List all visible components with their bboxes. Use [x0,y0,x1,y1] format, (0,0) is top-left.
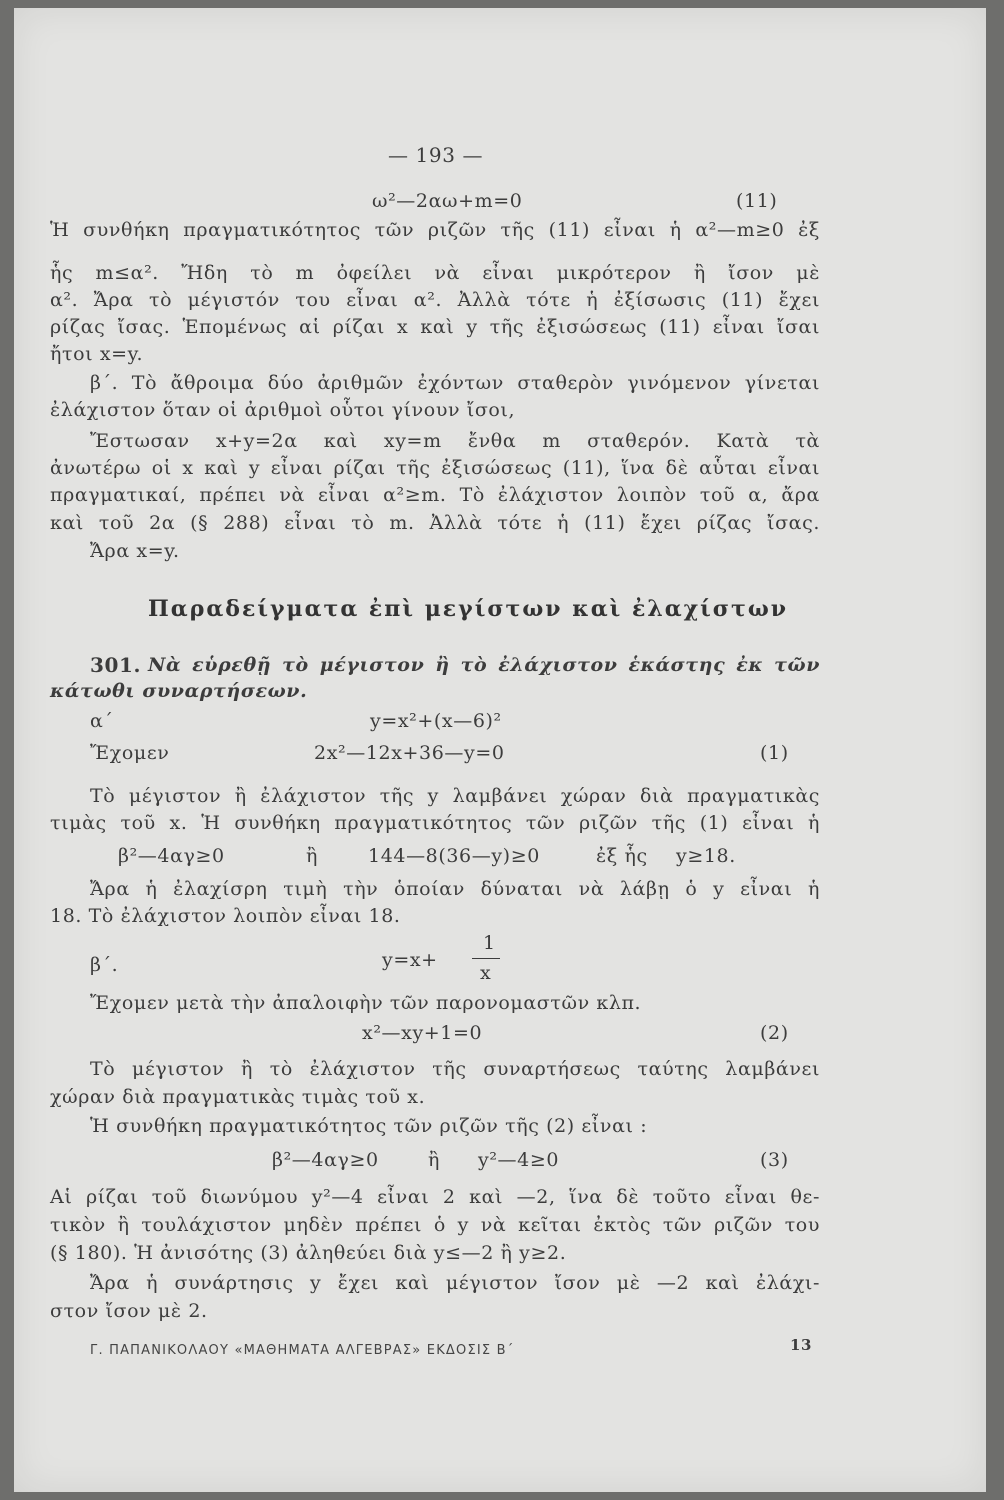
function-b: y=x+ [382,949,438,971]
condition-label: (3) [760,1149,789,1171]
condition: 144—8(36—y)≥0 [368,845,540,867]
text-line: ἀνωτέρω οἱ x καὶ y εἶναι ρίζαι τῆς ἐξισώσεως (11), ἵνα δὲ αὗται εἶναι [50,457,820,479]
text-line: Ἡ συνθήκη πραγματικότητος τῶν ριζῶν τῆς (2) εἶναι : [90,1115,648,1137]
text-line: Ἄρα ἡ ἐλαχίσρη τιμὴ τὴν ὁποίαν δύναται νὰ λάβῃ ὁ y εἶναι ἡ [90,878,820,900]
equation-2-label: (2) [760,1022,789,1044]
fraction-bar [472,958,500,959]
text-line: ρίζας ἴσας. Ἑπομένως αἱ ρίζαι x καὶ y τῆς ἐξισώσεως (11) εἶναι ἴσαι [50,316,820,338]
equation-2: x²—xy+1=0 [362,1022,483,1044]
text-line: τικὸν ἢ τουλάχιστον μηδὲν πρέπει ὁ y νὰ κεῖται ἐκτὸς τῶν ριζῶν του [50,1214,820,1236]
condition: β²—4αγ≥0 [272,1149,379,1171]
condition: y≥18. [676,845,736,867]
fraction-numerator: 1 [483,932,496,954]
text-line: τιμὰς τοῦ x. Ἡ συνθήκη πραγματικότητος τῶν ριζῶν τῆς (1) εἶναι ἡ [50,812,820,834]
text-line: καὶ τοῦ 2α (§ 288) εἶναι τὸ m. Ἀλλὰ τότε ἡ (11) ἔχει ρίζας ἴσας. [50,512,820,534]
section-title: Παραδείγματα ἐπὶ μεγίστων καὶ ἐλαχίστων [148,596,789,622]
condition: ἐξ ἧς [596,845,648,867]
equation-11: ω²—2αω+m=0 [372,190,523,212]
part-label-a: α΄ [90,710,114,732]
text-line: ἤτοι x=y. [50,343,144,365]
text-line: Ἡ συνθήκη πραγματικότητος τῶν ριζῶν τῆς (11) εἶναι ἡ α²—m≥0 ἐξ [50,219,820,241]
part-label-b: β΄. [90,954,119,976]
text-line: Τὸ μέγιστον ἢ ἐλάχιστον τῆς y λαμβάνει χώραν διὰ πραγματικὰς [90,785,820,807]
text-line: Τὸ μέγιστον ἢ τὸ ἐλάχιστον τῆς συναρτήσεως ταύτης λαμβάνει [90,1058,820,1080]
exercise-prompt: Νὰ εὑρεθῇ τὸ μέγιστον ἢ τὸ ἐλάχιστον ἑκάστης ἐκ τῶν [148,654,820,676]
condition: y²—4≥0 [478,1149,560,1171]
text-line: α². Ἄρα τὸ μέγιστόν του εἶναι α². Ἀλλὰ τότε ἡ ἐξίσωσις (11) ἔχει [50,289,820,311]
text-line: Ἔχομεν [90,742,170,764]
text-line: 18. Τὸ ἐλάχιστον λοιπὸν εἶναι 18. [50,905,401,927]
condition: ἢ [428,1149,440,1171]
page-number: — 193 — [388,143,484,167]
text-line: στον ἴσον μὲ 2. [50,1300,208,1322]
condition: ἢ [306,845,318,867]
equation-11-label: (11) [736,190,778,212]
text-line: χώραν διὰ πραγματικὰς τιμὰς τοῦ x. [50,1086,426,1108]
text-line: Αἱ ρίζαι τοῦ διωνύμου y²—4 εἶναι 2 καὶ —2, ἵνα δὲ τοῦτο εἶναι θε- [50,1186,820,1208]
text-line: Ἔχομεν μετὰ τὴν ἀπαλοιφὴν τῶν παρονομαστῶν κλπ. [90,992,642,1014]
text-line: β΄. Τὸ ἄθροιμα δύο ἀριθμῶν ἐχόντων σταθερὸν γινόμενον γίνεται [90,372,820,394]
text-line: ἐλάχιστον ὅταν οἱ ἀριθμοὶ οὗτοι γίνουν ἴσοι, [50,399,516,421]
text-line: Ἄρα ἡ συνάρτησις y ἔχει καὶ μέγιστον ἴσον μὲ —2 καὶ ἐλάχι- [90,1272,820,1294]
fraction-denominator: x [480,962,492,984]
text-line: ἧς m≤α². Ἤδη τὸ m ὀφείλει νὰ εἶναι μικρότερον ἢ ἴσον μὲ [50,262,820,284]
text-line: (§ 180). Ἡ ἀνισότης (3) ἀληθεύει διὰ y≤—2 ἢ y≥2. [50,1242,567,1264]
text-line: Ἄρα x=y. [90,540,180,562]
condition: β²—4αγ≥0 [118,845,225,867]
exercise-prompt: κάτωθι συναρτήσεων. [50,680,308,702]
equation-1: 2x²—12x+36—y=0 [314,742,505,764]
signature-mark: 13 [790,1336,813,1354]
exercise-number: 301. [90,653,142,677]
text-line: πραγματικαί, πρέπει νὰ εἶναι α²≥m. Τὸ ἐλάχιστον λοιπὸν τοῦ α, ἄρα [50,484,820,506]
footer-text: Γ. ΠΑΠΑΝΙΚΟΛΑΟΥ «ΜΑΘΗΜΑΤΑ ΑΛΓΕΒΡΑΣ» ΕΚΔΟΣΙΣ Β΄ [90,1343,515,1358]
function-a: y=x²+(x—6)² [370,710,502,732]
equation-1-label: (1) [760,742,789,764]
text-line: Ἔστωσαν x+y=2α καὶ xy=m ἔνθα m σταθερόν. Κατὰ τὰ [90,430,820,452]
